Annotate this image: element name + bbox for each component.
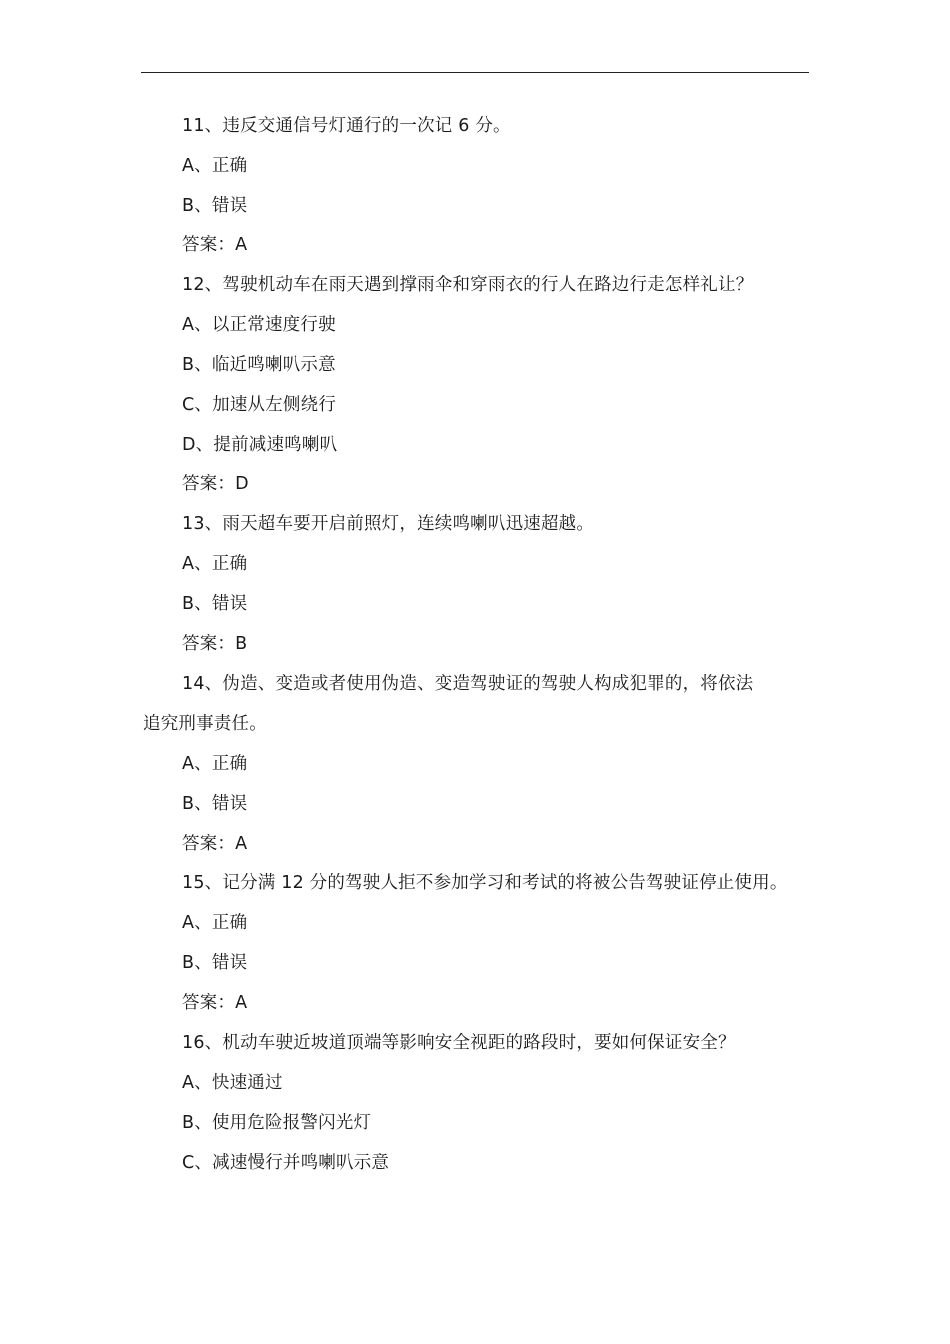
question-number: 14、 [182,674,223,694]
option-a: A、以正常速度行驶 [182,315,336,335]
answer: 答案：A [182,834,248,854]
option-c: C、加速从左侧绕行 [182,395,337,415]
question-13 [182,512,594,536]
option-b: B、错误 [182,794,248,814]
question-11 [182,114,511,138]
answer: 答案：A [182,235,248,255]
question-number: 13、 [182,514,223,534]
answer: 答案：B [182,634,248,654]
question-text-continued: 追究刑事责任。 [143,714,267,734]
question-number: 15、 [182,873,223,893]
header-rule [141,72,809,73]
option-a: A、正确 [182,913,248,933]
option-b: B、错误 [182,594,248,614]
question-14 [182,672,753,696]
question-text: 机动车驶近坡道顶端等影响安全视距的路段时，要如何保证安全？ [222,1033,736,1053]
option-a: A、快速通过 [182,1073,283,1093]
option-b: B、临近鸣喇叭示意 [182,355,336,375]
question-text: 雨天超车要开启前照灯，连续鸣喇叭迅速超越。 [222,514,595,534]
question-number: 12、 [182,275,223,295]
option-a: A、正确 [182,754,248,774]
answer: 答案：D [182,474,249,494]
option-a: A、正确 [182,554,248,574]
question-text: 伪造、变造或者使用伪造、变造驾驶证的驾驶人构成犯罪的，将依法 [222,674,754,694]
question-15 [182,871,788,895]
question-12 [182,273,753,297]
question-text: 记分满 12 分的驾驶人拒不参加学习和考试的将被公告驾驶证停止使用。 [222,873,788,893]
option-a: A、正确 [182,156,248,176]
question-16 [182,1031,736,1055]
answer: 答案：A [182,993,248,1013]
option-d: D、提前减速鸣喇叭 [182,435,338,455]
option-b: B、错误 [182,953,248,973]
question-text: 违反交通信号灯通行的一次记 6 分。 [222,116,511,136]
question-number: 16、 [182,1033,223,1053]
option-b: B、使用危险报警闪光灯 [182,1113,372,1133]
question-number: 11、 [182,116,223,136]
option-c: C、减速慢行并鸣喇叭示意 [182,1153,390,1173]
question-text: 驾驶机动车在雨天遇到撑雨伞和穿雨衣的行人在路边行走怎样礼让？ [222,275,754,295]
option-b: B、错误 [182,196,248,216]
